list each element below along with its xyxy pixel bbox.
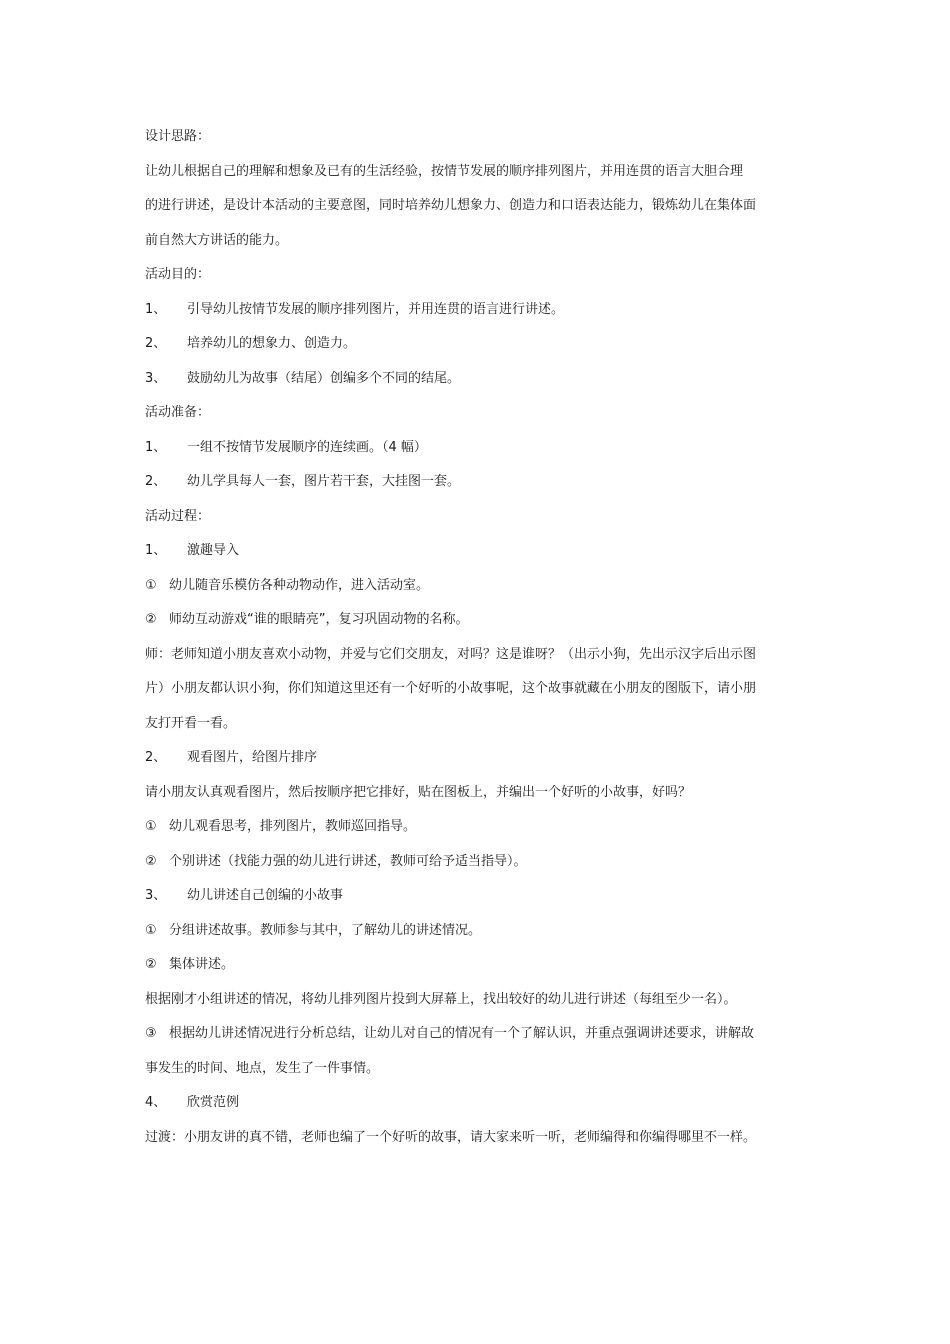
item-number: 1、 <box>145 543 167 558</box>
paragraph-line <box>145 500 810 535</box>
line-text: 分组讲述故事。教师参与其中，了解幼儿的讲述情况。 <box>169 922 482 938</box>
line-text: 幼儿观看思考，排列图片，教师巡回指导。 <box>169 819 417 834</box>
item-number: 2、 <box>145 750 167 765</box>
line-text: 根据刚才小组讲述的情况，将幼儿排列图片投到大屏幕上，找出较好的幼儿进行讲述（每组至少一名）。 <box>145 991 737 1007</box>
circled-item <box>145 1017 810 1052</box>
item-number: 1、 <box>145 439 167 455</box>
item-number: 3、 <box>145 370 167 386</box>
circled-item <box>145 845 810 880</box>
numbered-item <box>145 741 810 776</box>
numbered-item <box>145 293 810 328</box>
line-text: 的进行讲述，是设计本活动的主要意图，同时培养幼儿想象力、创造力和口语表达能力，锻炼幼儿在集体面 <box>145 198 757 213</box>
circled-item <box>145 810 810 845</box>
line-text: 活动过程： <box>145 508 211 524</box>
circled-number: ② <box>145 853 157 869</box>
line-text: 激趣导入 <box>187 543 240 558</box>
paragraph-line <box>145 120 810 155</box>
line-text: 活动目的： <box>145 267 211 282</box>
line-text: 过渡：小朋友讲的真不错，老师也编了一个好听的故事，请大家来听一听，老师编得和你编得哪里不一样。 <box>145 1129 757 1145</box>
circled-item <box>145 914 810 949</box>
circled-item <box>145 948 810 983</box>
numbered-item <box>145 327 810 362</box>
paragraph-line <box>145 258 810 293</box>
item-number: 2、 <box>145 474 167 489</box>
numbered-item <box>145 362 810 397</box>
line-text: 个别讲述（找能力强的幼儿进行讲述，教师可给予适当指导）。 <box>169 853 527 869</box>
line-text: 设计思路： <box>145 129 211 144</box>
line-text: 鼓励幼儿为故事（结尾）创编多个不同的结尾。 <box>187 370 461 386</box>
paragraph-line <box>145 396 810 431</box>
paragraph-line <box>145 776 810 811</box>
paragraph-line <box>145 983 810 1018</box>
line-text: 引导幼儿按情节发展的顺序排列图片，并用连贯的语言进行讲述。 <box>187 301 565 317</box>
line-text: 活动准备： <box>145 405 211 420</box>
line-text: 幼儿学具每人一套，图片若干套，大挂图一套。 <box>187 474 461 489</box>
line-text: 请小朋友认真观看图片，然后按顺序把它排好，贴在图板上，并编出一个好听的小故事，好吗？ <box>145 784 692 800</box>
line-text: 让幼儿根据自己的理解和想象及已有的生活经验，按情节发展的顺序排列图片，并用连贯的语言大胆合理 <box>145 163 744 179</box>
paragraph-line <box>145 1121 810 1156</box>
numbered-item <box>145 1086 810 1121</box>
circled-number: ③ <box>145 1026 157 1041</box>
line-text: 幼儿随音乐模仿各种动物动作，进入活动室。 <box>169 577 430 593</box>
line-text: 观看图片，给图片排序 <box>187 750 318 765</box>
line-text: 片）小朋友都认识小狗，你们知道这里还有一个好听的小故事呢，这个故事就藏在小朋友的图版下，请小朋 <box>145 681 757 696</box>
item-number: 3、 <box>145 888 167 903</box>
line-text: 欣赏范例 <box>187 1095 240 1110</box>
line-text: 事发生的时间、地点，发生了一件事情。 <box>145 1060 380 1076</box>
line-text: 一组不按情节发展顺序的连续画。（4 幅） <box>187 439 427 455</box>
line-text: 根据幼儿讲述情况进行分析总结，让幼儿对自己的情况有一个了解认识，并重点强调讲述要求，讲解故 <box>169 1026 755 1041</box>
paragraph-line <box>145 707 810 742</box>
line-text: 前自然大方讲话的能力。 <box>145 232 289 248</box>
line-text: 幼儿讲述自己创编的小故事 <box>187 888 344 903</box>
item-number: 2、 <box>145 336 167 351</box>
paragraph-line <box>145 1052 810 1087</box>
paragraph-line <box>145 189 810 224</box>
numbered-item <box>145 534 810 569</box>
circled-number: ① <box>145 819 157 834</box>
line-text: 集体讲述。 <box>169 957 235 972</box>
paragraph-line <box>145 224 810 259</box>
paragraph-line <box>145 155 810 190</box>
line-text: 培养幼儿的想象力、创造力。 <box>187 336 357 351</box>
numbered-item <box>145 431 810 466</box>
numbered-item <box>145 879 810 914</box>
circled-number: ② <box>145 612 157 627</box>
numbered-item <box>145 465 810 500</box>
circled-number: ① <box>145 922 157 938</box>
line-text: 友打开看一看。 <box>145 715 237 731</box>
circled-item <box>145 603 810 638</box>
paragraph-line <box>145 638 810 673</box>
circled-number: ① <box>145 577 157 593</box>
line-text: 师：老师知道小朋友喜欢小动物，并爱与它们交朋友，对吗？这是谁呀？（出示小狗，先出示汉字后出示图 <box>145 646 757 662</box>
document-body <box>145 120 810 1155</box>
line-text: 师幼互动游戏“谁的眼睛亮”，复习巩固动物的名称。 <box>169 612 469 627</box>
circled-number: ② <box>145 957 157 972</box>
paragraph-line <box>145 672 810 707</box>
item-number: 4、 <box>145 1095 167 1110</box>
circled-item <box>145 569 810 604</box>
item-number: 1、 <box>145 301 167 317</box>
